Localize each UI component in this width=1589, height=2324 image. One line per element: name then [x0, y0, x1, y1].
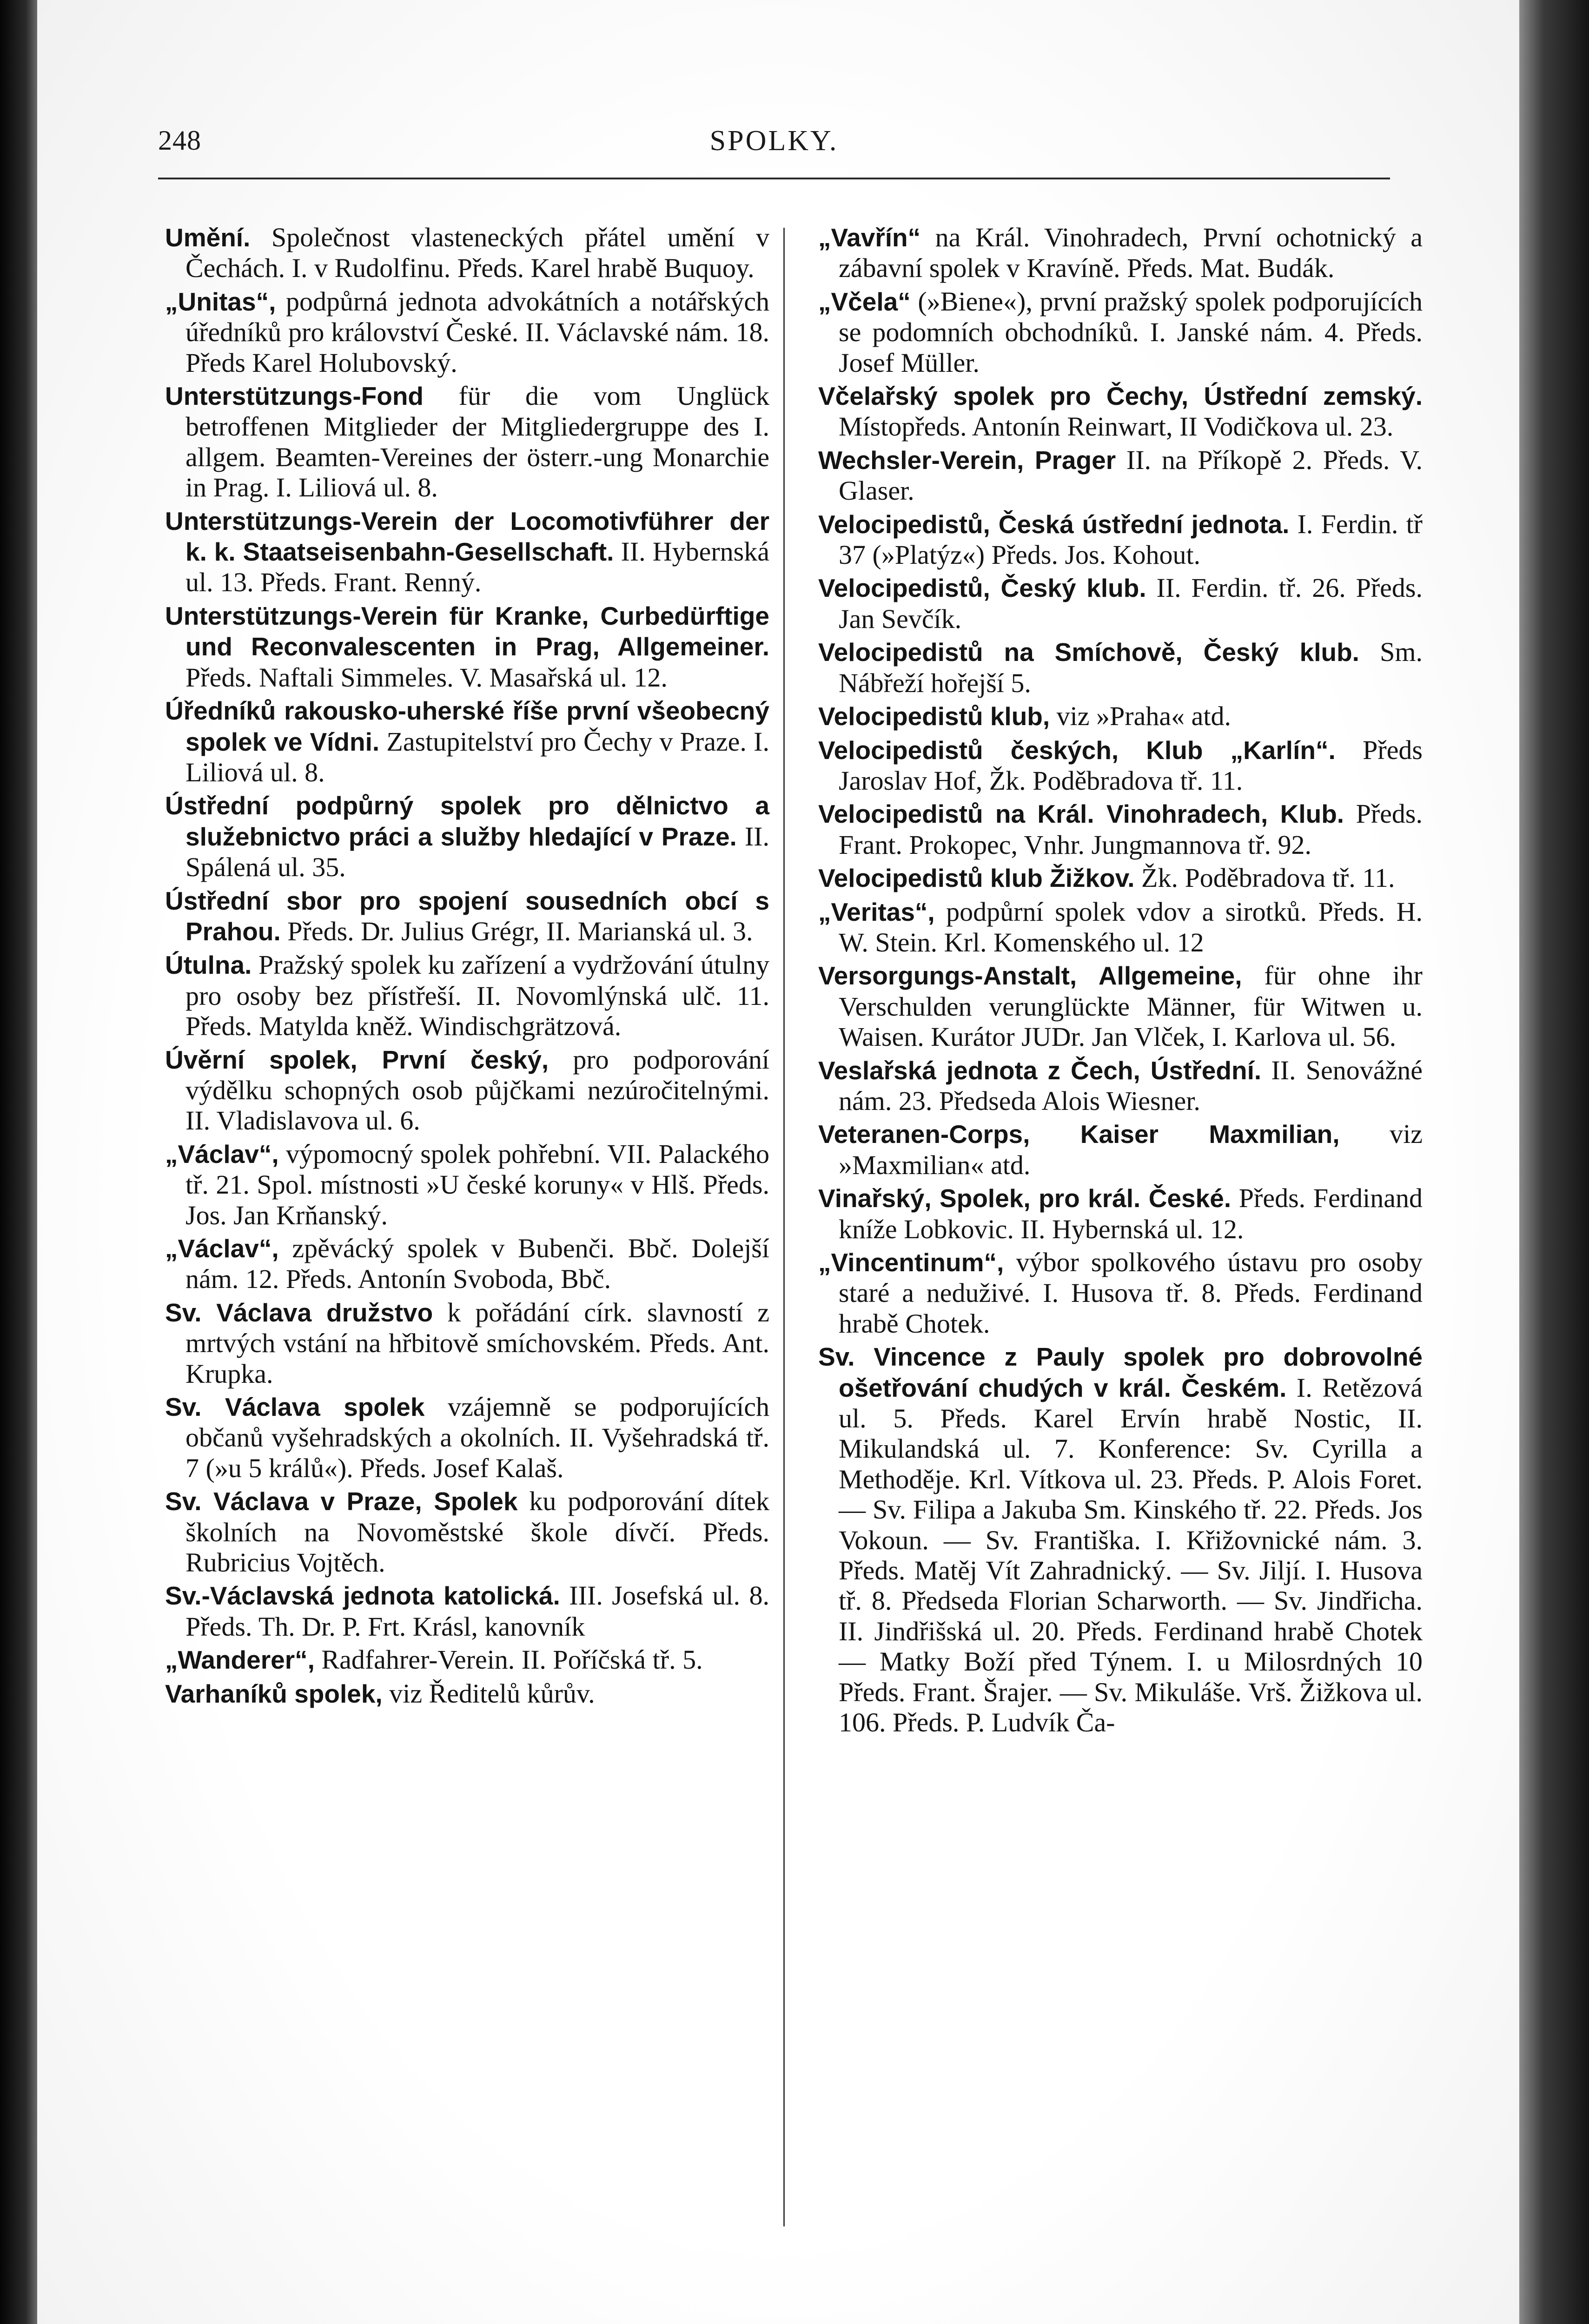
- entry-name: Ústřední podpůrný spolek pro dělnictvo a služebnictvo práci a služby hledající v Praze.: [165, 791, 769, 851]
- running-head: [158, 125, 1390, 176]
- entry-details: Předs. Naftali Simmeles. V. Masařská ul. 12.: [185, 662, 668, 693]
- column-divider: [783, 228, 785, 2226]
- entry-name: Velocipedistů českých, Klub „Karlín“.: [818, 735, 1336, 765]
- scan-border-right: [1519, 0, 1589, 2324]
- directory-entry: [818, 960, 1423, 1052]
- entry-details: I. Retězová ul. 5. Předs. Karel Ervín hrabě Nostic, II. Mikulandská ul. 7. Konference: Sv. Cyrilla a Methoděje. Krl. Vítkova ul. 23. Předs. P. Alois Foret. — Sv. Filipa a Jakuba Sm. Kinského tř. 22. Předs. Jos Vokoun. — Sv. Františka. I. Křižovnické nám. 3. Předs. Matěj Vít Zahradnický. — Sv. Jiljí. I. Husova tř. 8. Předseda Florian Scharworth. — Sv. Jindřicha. II. Jindřišská ul. 20. Předs. Ferdinand hrabě Chotek — Matky Boží před Týnem. I. u Milosrdných 10 Předs. Frant. Šrajer. — Sv. Mikuláše. Vrš. Žižkova ul. 106. Předs. P. Ludvík Ča-: [839, 1372, 1423, 1738]
- entry-name: „Unitas“,: [165, 287, 276, 316]
- entry-name: Úředníků rakousko-uherské říše první všeobecný spolek ve Vídni.: [165, 696, 769, 756]
- entry-details: II. Hybernská ul. 13. Předs. Frant. Renný.: [185, 536, 769, 598]
- entry-name: Sv.-Václavská jednota katolická.: [165, 1581, 560, 1611]
- entry-name: Útulna.: [165, 951, 252, 980]
- entry-details: I. Ferdin. tř 37 (»Platýz«) Předs. Jos. Kohout.: [839, 508, 1423, 570]
- entry-details: für die vom Unglück betroffenen Mitglieder der Mitgliedergruppe des I. allgem. Beamten-Vereines der österr.-ung Monarchie in Prag. I. Liliová ul. 8.: [185, 381, 769, 503]
- directory-entry: [818, 863, 1423, 893]
- directory-entry: [818, 637, 1423, 698]
- entry-details: Předs. Ferdinand kníže Lobkovic. II. Hybernská ul. 12.: [839, 1183, 1423, 1244]
- entry-details: Předs. Dr. Julius Grégr, II. Marianská ul. 3.: [280, 916, 753, 946]
- directory-entry: [818, 735, 1423, 796]
- directory-entry: [818, 1119, 1423, 1180]
- directory-entry: [165, 506, 769, 598]
- entry-details: výbor spolkového ústavu pro osoby staré a neduživé. I. Husova tř. 8. Předs. Ferdinand hrabě Chotek.: [839, 1247, 1423, 1339]
- directory-entry: [165, 1678, 769, 1709]
- entry-details: na Král. Vinohradech, První ochotnický a zábavní spolek v Kravíně. Předs. Mat. Budák.: [839, 222, 1423, 284]
- section-title: SPOLKY.: [709, 125, 839, 157]
- directory-entry: [165, 1044, 769, 1136]
- directory-entry: [818, 1055, 1423, 1116]
- entry-details: viz Ředitelů kůrův.: [382, 1678, 595, 1709]
- directory-entry: [818, 701, 1423, 732]
- entry-details: Žk. Poděbradova tř. 11.: [1134, 863, 1395, 893]
- entry-details: viz »Maxmilian« atd.: [839, 1119, 1423, 1180]
- directory-entry: [818, 509, 1423, 570]
- header-rule: [158, 178, 1390, 179]
- entry-details: Místopředs. Antonín Reinwart, II Vodičkova ul. 23.: [839, 411, 1394, 442]
- directory-entry: [165, 1486, 769, 1578]
- entry-name: Velocipedistů klub,: [818, 702, 1050, 731]
- entry-details: výpomocný spolek pohřební. VII. Palackého tř. 21. Spol. místnosti »U české koruny« v Hlš. Předs. Jos. Jan Krňanský.: [185, 1138, 769, 1230]
- directory-entry: [818, 799, 1423, 860]
- entry-name: Unterstützungs-Fond: [165, 382, 424, 411]
- entry-details: II. Senovážné nám. 23. Předseda Alois Wiesner.: [839, 1055, 1423, 1116]
- entry-details: Radfahrer-Verein. II. Poříčská tř. 5.: [314, 1644, 703, 1675]
- directory-entry: [818, 445, 1423, 506]
- entry-name: Veslařská jednota z Čech, Ústřední.: [818, 1056, 1262, 1085]
- entry-details: vzájemně se podporujících občanů vyšehradských a okolních. II. Vyšehradská tř. 7 (»u 5 králů«). Předs. Josef Kalaš.: [185, 1392, 769, 1483]
- entry-name: Velocipedistů, Český klub.: [818, 574, 1146, 603]
- directory-entry: [165, 695, 769, 787]
- entry-details: ku podporování dítek školních na Novoměstské škole dívčí. Předs. Rubricius Vojtěch.: [185, 1486, 769, 1578]
- entry-details: Předs Jaroslav Hof, Žk. Poděbradova tř. 11.: [839, 734, 1423, 796]
- entry-name: Ústřední sbor pro spojení sousedních obcí s Prahou.: [165, 886, 769, 946]
- right-column: [818, 222, 1423, 1741]
- entry-name: „Vavřín“: [818, 223, 921, 252]
- directory-entry: [818, 1183, 1423, 1244]
- directory-entry: [818, 897, 1423, 958]
- entry-details: viz »Praha« atd.: [1050, 701, 1231, 732]
- entry-name: Umění.: [165, 223, 251, 252]
- entry-name: „Včela“: [818, 287, 911, 316]
- directory-entry: [165, 286, 769, 378]
- entry-details: Pražský spolek ku zařízení a vydržování útulny pro osoby bez přístřeší. II. Novomlýnská ulč. 11. Předs. Matylda kněž. Windischgrätzová.: [185, 950, 769, 1042]
- directory-entry: [818, 381, 1423, 442]
- entry-name: Sv. Václava spolek: [165, 1393, 425, 1422]
- directory-entry: [165, 885, 769, 947]
- entry-name: Sv. Václava v Praze, Spolek: [165, 1487, 518, 1516]
- directory-entry: [818, 1247, 1423, 1339]
- entry-details: podpůrní spolek vdov a sirotků. Předs. H. W. Stein. Krl. Komenského ul. 12: [839, 896, 1423, 957]
- directory-entry: [165, 1580, 769, 1642]
- directory-entry: [165, 950, 769, 1041]
- entry-details: für ohne ihr Verschulden verunglückte Männer, für Witwen u. Waisen. Kurátor JUDr. Jan Vlček, I. Karlova ul. 56.: [839, 960, 1423, 1052]
- entry-details: k pořádání círk. slavností z mrtvých vstání na hřbitově smíchovském. Předs. Ant. Krupka.: [185, 1297, 770, 1389]
- directory-entry: [165, 1139, 769, 1230]
- entry-name: Varhaníků spolek,: [165, 1679, 383, 1708]
- entry-name: Versorgungs-Anstalt, Allgemeine,: [818, 961, 1242, 990]
- entry-details: Společnost vlasteneckých přátel umění v Čechách. I. v Rudolfinu. Předs. Karel hrabě Buquoy.: [185, 222, 769, 284]
- entry-name: Velocipedistů, Česká ústřední jednota.: [818, 509, 1290, 539]
- directory-entry: [165, 790, 769, 882]
- left-column: [165, 222, 769, 1712]
- directory-entry: [165, 601, 769, 693]
- entry-name: Velocipedistů klub Žižkov.: [818, 864, 1135, 893]
- entry-name: Unterstützungs-Verein für Kranke, Curbedürftige und Reconvalescenten in Prag, Allgemeiner.: [165, 601, 769, 661]
- directory-entry: [165, 1644, 769, 1675]
- entry-name: Velocipedistů na Král. Vinohradech, Klub.: [818, 799, 1344, 829]
- entry-name: Unterstützungs-Verein der Locomotivführer der k. k. Staatseisenbahn-Gesellschaft.: [165, 506, 769, 567]
- entry-name: Veteranen-Corps, Kaiser Maxmilian,: [818, 1120, 1340, 1149]
- directory-entry: [818, 286, 1423, 378]
- entry-name: „Václav“,: [165, 1139, 279, 1169]
- entry-name: „Veritas“,: [818, 897, 935, 926]
- directory-entry: [818, 222, 1423, 284]
- directory-entry: [165, 1233, 769, 1294]
- directory-entry: [818, 573, 1423, 634]
- entry-details: Sm. Nábřeží hořejší 5.: [839, 637, 1423, 698]
- entry-name: Wechsler-Verein, Prager: [818, 445, 1116, 475]
- entry-name: „Wanderer“,: [165, 1645, 315, 1675]
- entry-name: Vinařský, Spolek, pro král. České.: [818, 1184, 1231, 1213]
- directory-entry: [818, 1341, 1423, 1737]
- entry-details: II. Ferdin. tř. 26. Předs. Jan Sevčík.: [839, 573, 1423, 634]
- directory-entry: [165, 381, 769, 503]
- entry-details: II. na Příkopě 2. Předs. V. Glaser.: [839, 444, 1423, 506]
- entry-details: III. Josefská ul. 8. Předs. Th. Dr. P. Frt. Krásl, kanovník: [185, 1580, 769, 1642]
- entry-details: II. Spálená ul. 35.: [185, 821, 769, 883]
- directory-entry: [165, 1297, 769, 1389]
- entry-name: Úvěrní spolek, První český,: [165, 1045, 549, 1074]
- entry-name: „Václav“,: [165, 1234, 279, 1263]
- entry-details: (»Biene«), první pražský spolek podporujících se podomních obchodníků. I. Janské nám. 4. Předs. Josef Müller.: [839, 286, 1423, 378]
- entry-details: podpůrná jednota advokátních a notářských úředníků pro království České. II. Václavské nám. 18. Předs Karel Holubovský.: [185, 286, 769, 378]
- page-number: 248: [158, 125, 201, 156]
- entry-name: „Vincentinum“,: [818, 1248, 1004, 1277]
- entry-name: Velocipedistů na Smíchově, Český klub.: [818, 638, 1359, 667]
- entry-details: zpěvácký spolek v Bubenči. Bbč. Dolejší nám. 12. Předs. Antonín Svoboda, Bbč.: [185, 1233, 769, 1294]
- entry-name: Sv. Vincence z Pauly spolek pro dobrovolné ošetřování chudých v král. Českém.: [818, 1342, 1423, 1402]
- directory-entry: [165, 1392, 769, 1483]
- entry-name: Včelařský spolek pro Čechy, Ústřední zemský.: [818, 382, 1423, 411]
- entry-details: pro podporování výdělku schopných osob půjčkami nezúročitelnými. II. Vladislavova ul. 6.: [185, 1044, 769, 1136]
- entry-name: Sv. Václava družstvo: [165, 1298, 433, 1327]
- entry-details: Zastupitelství pro Čechy v Praze. I. Liliová ul. 8.: [185, 726, 769, 787]
- scan-border-left: [0, 0, 37, 2324]
- entry-details: Předs. Frant. Prokopec, Vnhr. Jungmannova tř. 92.: [839, 799, 1423, 860]
- directory-entry: [165, 222, 769, 284]
